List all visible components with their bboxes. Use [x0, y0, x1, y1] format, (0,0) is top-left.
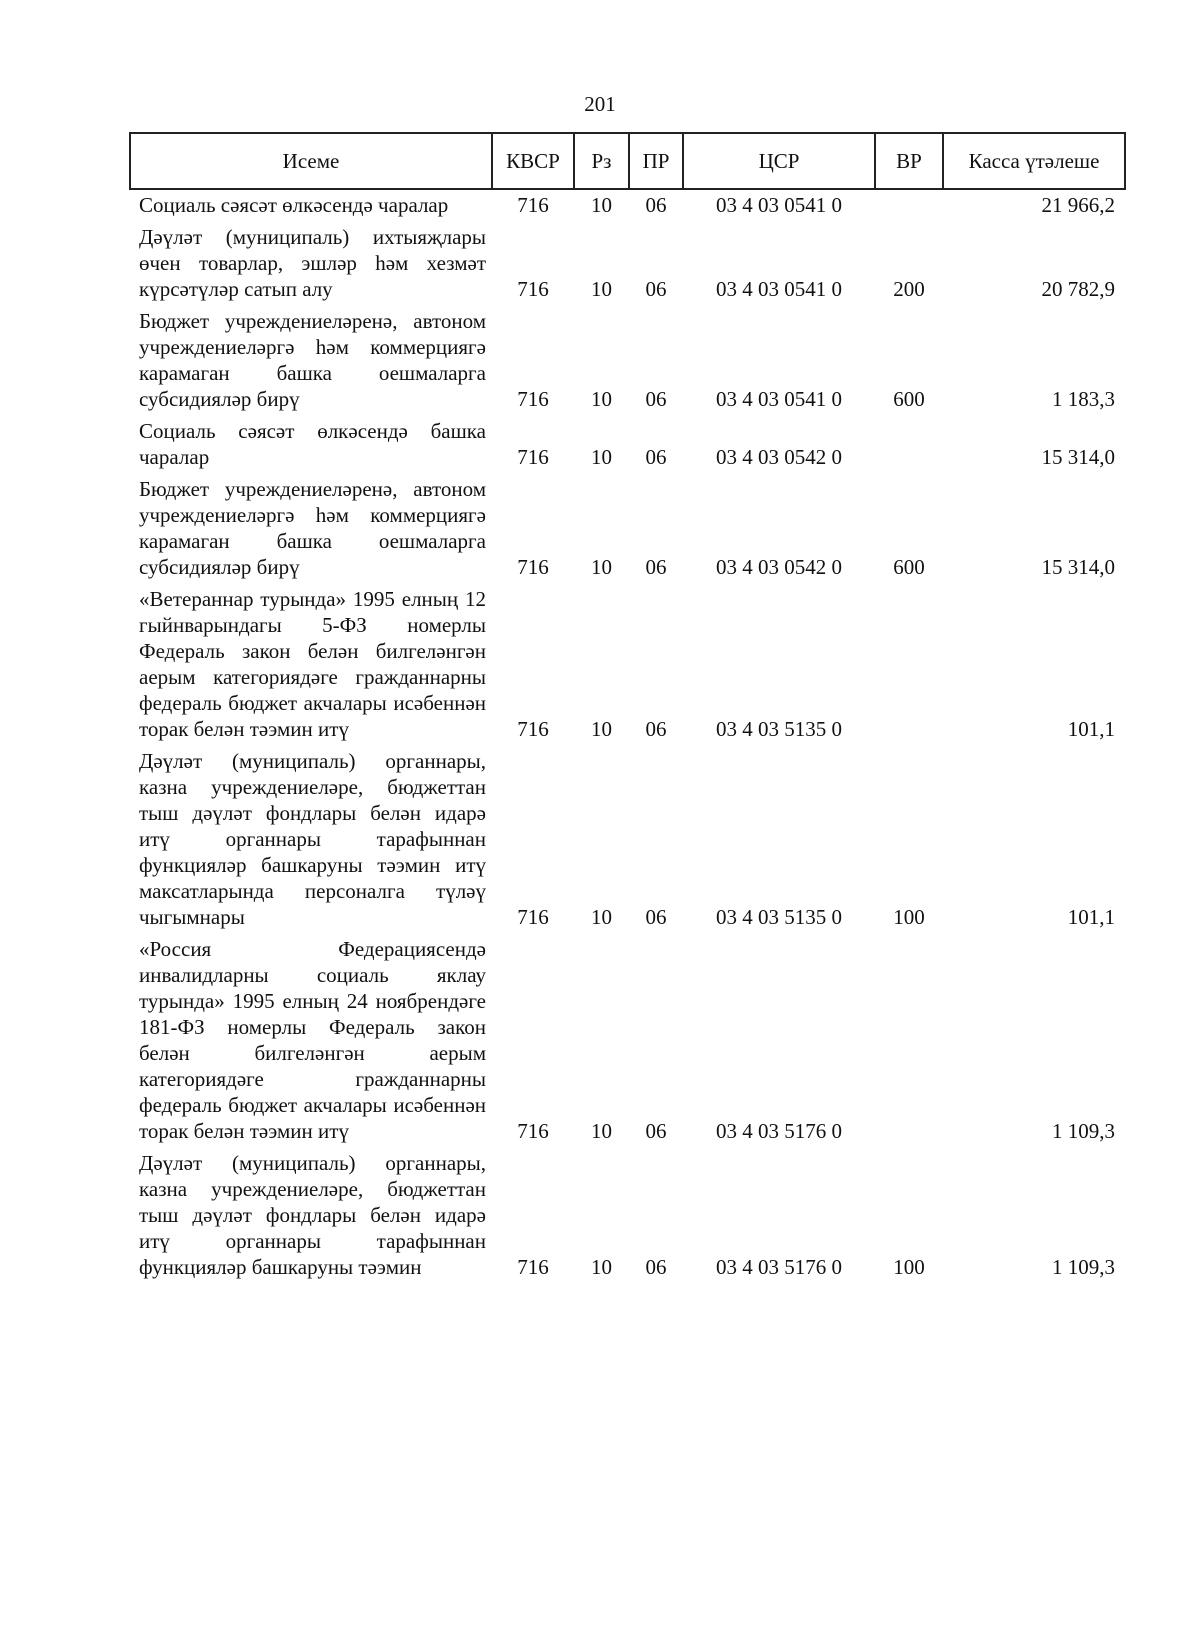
row-pr: 06: [645, 555, 667, 579]
row-vr: 100: [893, 905, 925, 929]
row-name: Бюджет учреждениеләренә, автоном учреждениеләргә һәм коммерциягә карамаган башка оешмаларга субсидияләр бирү: [139, 477, 486, 579]
row-vr: [875, 416, 943, 474]
header-vr: ВР: [875, 133, 943, 189]
row-name: «Ветераннар турында» 1995 елның 12 гыйнварындагы 5-ФЗ номерлы Федераль закон белән билгеләнгән аерым категориядәге гражданнарны федераль бюджет акчалары исәбеннән торак белән тәэмин итү: [139, 587, 486, 741]
row-pr: 06: [645, 1119, 667, 1143]
row-pr: 06: [645, 1255, 667, 1279]
row-csr: 03 4 03 5176 0: [716, 1119, 842, 1143]
row-vr: 600: [893, 387, 925, 411]
header-name: Исеме: [130, 133, 492, 189]
row-kvsr: 716: [517, 1255, 549, 1279]
row-vr: [875, 934, 943, 1148]
row-rz: 10: [591, 277, 612, 301]
row-name: «Россия Федерациясендә инвалидларны социаль яклау турында» 1995 елның 24 ноябрендәге 181-ФЗ номерлы Федераль закон белән билгеләнгән аерым категориядәге гражданнарны федераль бюджет акчалары исәбеннән торак белән тәэмин итү: [139, 937, 486, 1143]
row-csr: 03 4 03 0541 0: [716, 193, 842, 217]
row-rz: 10: [591, 1255, 612, 1279]
row-csr: 03 4 03 5135 0: [716, 905, 842, 929]
row-csr: 03 4 03 0541 0: [716, 277, 842, 301]
row-csr: 03 4 03 5135 0: [716, 717, 842, 741]
row-kassa: 20 782,9: [1041, 277, 1115, 301]
row-vr: [875, 584, 943, 746]
row-rz: 10: [591, 445, 612, 469]
row-kassa: 101,1: [1067, 717, 1115, 741]
header-kassa: Касса үтәлеше: [943, 133, 1125, 189]
row-kvsr: 716: [517, 193, 549, 217]
page-number: 201: [584, 92, 616, 116]
row-csr: 03 4 03 5176 0: [716, 1255, 842, 1279]
row-vr: [875, 189, 943, 222]
row-name: Бюджет учреждениеләренә, автоном учреждениеләргә һәм коммерциягә карамаган башка оешмаларга субсидияләр бирү: [139, 309, 486, 411]
row-kassa: 15 314,0: [1041, 445, 1115, 469]
table-row: [130, 474, 1125, 584]
row-name: Дәүләт (муниципаль) органнары, казна учреждениеләре, бюджеттан тыш дәүләт фондлары белән идарә итү органнары тарафыннан функцияләр башкаруны тәэмин: [139, 1151, 486, 1279]
row-kassa: 1 109,3: [1052, 1255, 1115, 1279]
row-kassa: 101,1: [1067, 905, 1115, 929]
row-csr: 03 4 03 0542 0: [716, 445, 842, 469]
row-rz: 10: [591, 717, 612, 741]
table-row: [130, 934, 1125, 1148]
row-pr: 06: [645, 277, 667, 301]
row-kassa: 15 314,0: [1041, 555, 1115, 579]
row-kassa: 1 109,3: [1052, 1119, 1115, 1143]
table-row: [130, 584, 1125, 746]
row-name: Дәүләт (муниципаль) ихтыяҗлары өчен товарлар, эшләр һәм хезмәт күрсәтүләр сатып алу: [139, 225, 486, 301]
header-kvsr: КВСР: [492, 133, 574, 189]
row-rz: 10: [591, 905, 612, 929]
row-pr: 06: [645, 445, 667, 469]
row-kvsr: 716: [517, 445, 549, 469]
budget-table: [129, 132, 1126, 1284]
row-name: Дәүләт (муниципаль) органнары, казна учреждениеләре, бюджеттан тыш дәүләт фондлары белән идарә итү органнары тарафыннан функцияләр башкаруны тәэмин итү максатларында персоналга түләү чыгымнары: [139, 749, 486, 929]
row-kvsr: 716: [517, 905, 549, 929]
header-csr: ЦСР: [683, 133, 875, 189]
row-rz: 10: [591, 1119, 612, 1143]
row-rz: 10: [591, 193, 612, 217]
row-csr: 03 4 03 0542 0: [716, 555, 842, 579]
row-pr: 06: [645, 717, 667, 741]
row-rz: 10: [591, 555, 612, 579]
row-kvsr: 716: [517, 717, 549, 741]
header-rz: Рз: [574, 133, 629, 189]
row-pr: 06: [645, 193, 667, 217]
table-row: [130, 1148, 1125, 1284]
row-vr: 200: [893, 277, 925, 301]
row-pr: 06: [645, 905, 667, 929]
table-row: [130, 222, 1125, 306]
row-csr: 03 4 03 0541 0: [716, 387, 842, 411]
header-pr: ПР: [629, 133, 683, 189]
row-kvsr: 716: [517, 555, 549, 579]
table-header: [130, 133, 1125, 189]
row-kvsr: 716: [517, 387, 549, 411]
row-vr: 100: [893, 1255, 925, 1279]
table-row: [130, 416, 1125, 474]
row-kassa: 21 966,2: [1041, 193, 1115, 217]
table-row: [130, 189, 1125, 222]
row-name: Социаль сәясәт өлкәсендә чаралар: [139, 193, 449, 217]
table-row: [130, 306, 1125, 416]
row-name: Социаль сәясәт өлкәсендә башка чаралар: [139, 419, 486, 469]
row-kassa: 1 183,3: [1052, 387, 1115, 411]
row-kvsr: 716: [517, 277, 549, 301]
table-row: [130, 746, 1125, 934]
row-vr: 600: [893, 555, 925, 579]
row-kvsr: 716: [517, 1119, 549, 1143]
row-pr: 06: [645, 387, 667, 411]
row-rz: 10: [591, 387, 612, 411]
